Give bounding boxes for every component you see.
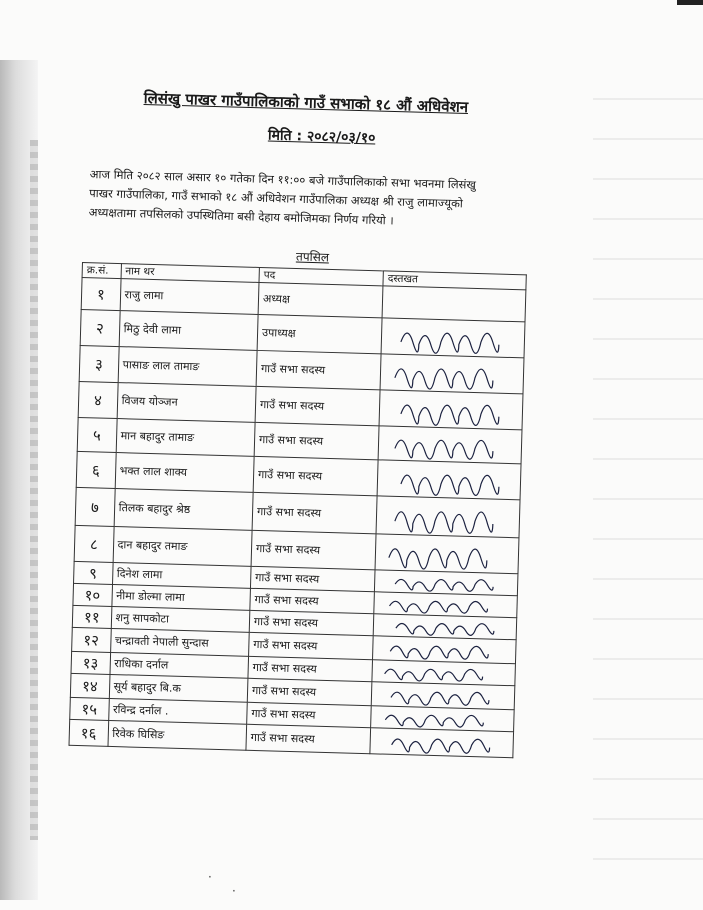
- serial-cell: १६: [69, 719, 108, 746]
- serial-cell: ३: [79, 345, 119, 382]
- serial-cell: ११: [72, 605, 111, 628]
- scan-edge-mark: [677, 0, 703, 5]
- signature-cell: [370, 728, 514, 758]
- post-cell: गाउँ सभा सदस्य: [254, 422, 379, 459]
- paragraph-line: पाखर गाउँपालिका, गाउँ सभाको १८ औं अधिवेशन गाउँपालिका अध्यक्ष श्री राजु लामाज्यूको: [89, 185, 464, 211]
- post-cell: गाउँ सभा सदस्य: [247, 702, 372, 727]
- name-cell: दिनेश लामा: [112, 562, 251, 588]
- header-name: नाम थर: [121, 264, 260, 283]
- serial-cell: १२: [72, 627, 111, 652]
- post-cell: गाउँ सभा सदस्य: [248, 656, 373, 681]
- signature-cell: [376, 496, 520, 538]
- post-cell: गाउँ सभा सदस्य: [249, 610, 374, 635]
- post-cell: गाउँ सभा सदस्य: [247, 678, 372, 705]
- date-line: मिति : २०८२/०३/१०: [267, 127, 376, 147]
- post-cell: गाउँ सभा सदस्य: [251, 530, 376, 569]
- handwritten-signature: [383, 428, 504, 461]
- handwritten-signature: [378, 594, 498, 615]
- signature-cell: [382, 286, 526, 322]
- scan-speck: ·: [232, 884, 236, 898]
- name-cell: पासाङ लाल तामाङ: [118, 347, 257, 387]
- serial-cell: १: [81, 278, 120, 311]
- signature-cell: [377, 460, 521, 500]
- handwritten-signature: [377, 662, 497, 683]
- page-title: लिसंखु पाखर गाउँपालिकाको गाउँ सभाको १८ औं अधिवेशन: [143, 88, 469, 117]
- name-cell: तिलक बहादुर श्रेष्ठ: [114, 489, 253, 531]
- post-cell: गाउँ सभा सदस्य: [253, 456, 378, 495]
- serial-cell: ६: [76, 451, 116, 488]
- attendance-table: [67, 262, 527, 814]
- post-cell: गाउँ सभा सदस्य: [250, 588, 375, 613]
- name-cell: शनु सापकोटा: [111, 606, 250, 632]
- name-cell: विजय योञ्जन: [117, 383, 256, 423]
- name-cell: मिठु देवी लामा: [119, 311, 258, 351]
- handwritten-signature: [375, 730, 496, 755]
- name-cell: भक्त लाल शाक्य: [115, 453, 254, 493]
- signature-cell: [375, 534, 519, 574]
- serial-cell: ५: [77, 417, 116, 452]
- name-cell: मान बहादुर तामाङ: [116, 419, 255, 457]
- signature-cell: [381, 318, 525, 358]
- serial-cell: ९: [74, 561, 113, 584]
- serial-cell: १३: [71, 651, 110, 674]
- header-post: पद: [259, 267, 384, 285]
- serial-cell: ८: [74, 525, 114, 562]
- handwritten-signature: [378, 616, 498, 637]
- name-cell: नीमा डोल्मा लामा: [111, 584, 250, 610]
- handwritten-signature: [386, 321, 507, 356]
- serial-cell: १०: [73, 583, 112, 606]
- post-cell: गाउँ सभा सदस्य: [255, 386, 380, 425]
- name-cell: रिवेक घिसिङ: [108, 720, 247, 750]
- binding-edge: [30, 140, 38, 840]
- handwritten-signature: [382, 462, 503, 497]
- scan-speck: ·: [208, 870, 212, 884]
- post-cell: गाउँ सभा सदस्य: [249, 632, 374, 659]
- paragraph-line: आज मिति २०८२ साल असार १० गतेका दिन ११:०० बजे गाउँपालिकाको सभा भवनमा लिसंखु: [89, 166, 477, 192]
- name-cell: चन्द्रावती नेपाली सुन्दास: [110, 628, 249, 656]
- handwritten-signature: [381, 498, 502, 535]
- header-signature: दस्तखत: [383, 271, 526, 290]
- paragraph-line: अध्यक्षतामा तपसिलको उपस्थितिमा बसी देहाय बमोजिमका निर्णय गरियो ।: [88, 204, 394, 228]
- serial-cell: २: [80, 309, 120, 346]
- handwritten-signature: [375, 708, 495, 729]
- bleed-through-lines: [593, 60, 703, 880]
- minutes-paragraph: [88, 165, 559, 235]
- post-cell: गाउँ सभा सदस्य: [250, 566, 375, 591]
- signature-cell: [378, 426, 522, 464]
- post-cell: गाउँ सभा सदस्य: [246, 724, 371, 753]
- post-cell: गाउँ सभा सदस्य: [256, 350, 381, 389]
- handwritten-signature: [376, 684, 497, 707]
- handwritten-signature: [384, 392, 505, 427]
- table-caption: तपसिल: [295, 249, 330, 265]
- handwritten-signature: [379, 572, 499, 593]
- signature-cell: [380, 354, 524, 394]
- name-cell: राजु लामा: [120, 279, 259, 315]
- post-cell: उपाध्यक्ष: [257, 314, 382, 353]
- serial-cell: १५: [70, 697, 109, 720]
- name-cell: राधिका दर्नाल: [110, 652, 249, 678]
- serial-cell: ७: [75, 487, 115, 526]
- name-cell: रविन्द्र दर्नाल .: [108, 698, 247, 724]
- handwritten-signature: [377, 638, 498, 661]
- name-cell: सूर्य बहादुर बि.क: [109, 674, 248, 702]
- name-cell: दान बहादुर तमाङ: [113, 526, 252, 566]
- handwritten-signature: [385, 357, 506, 392]
- serial-cell: १४: [70, 673, 109, 698]
- signature-cell: [379, 390, 523, 430]
- header-serial: क्र.सं.: [82, 263, 121, 279]
- post-cell: गाउँ सभा सदस्य: [252, 492, 377, 533]
- post-cell: अध्यक्ष: [258, 282, 383, 317]
- handwritten-signature: [380, 536, 501, 571]
- serial-cell: ४: [78, 381, 118, 418]
